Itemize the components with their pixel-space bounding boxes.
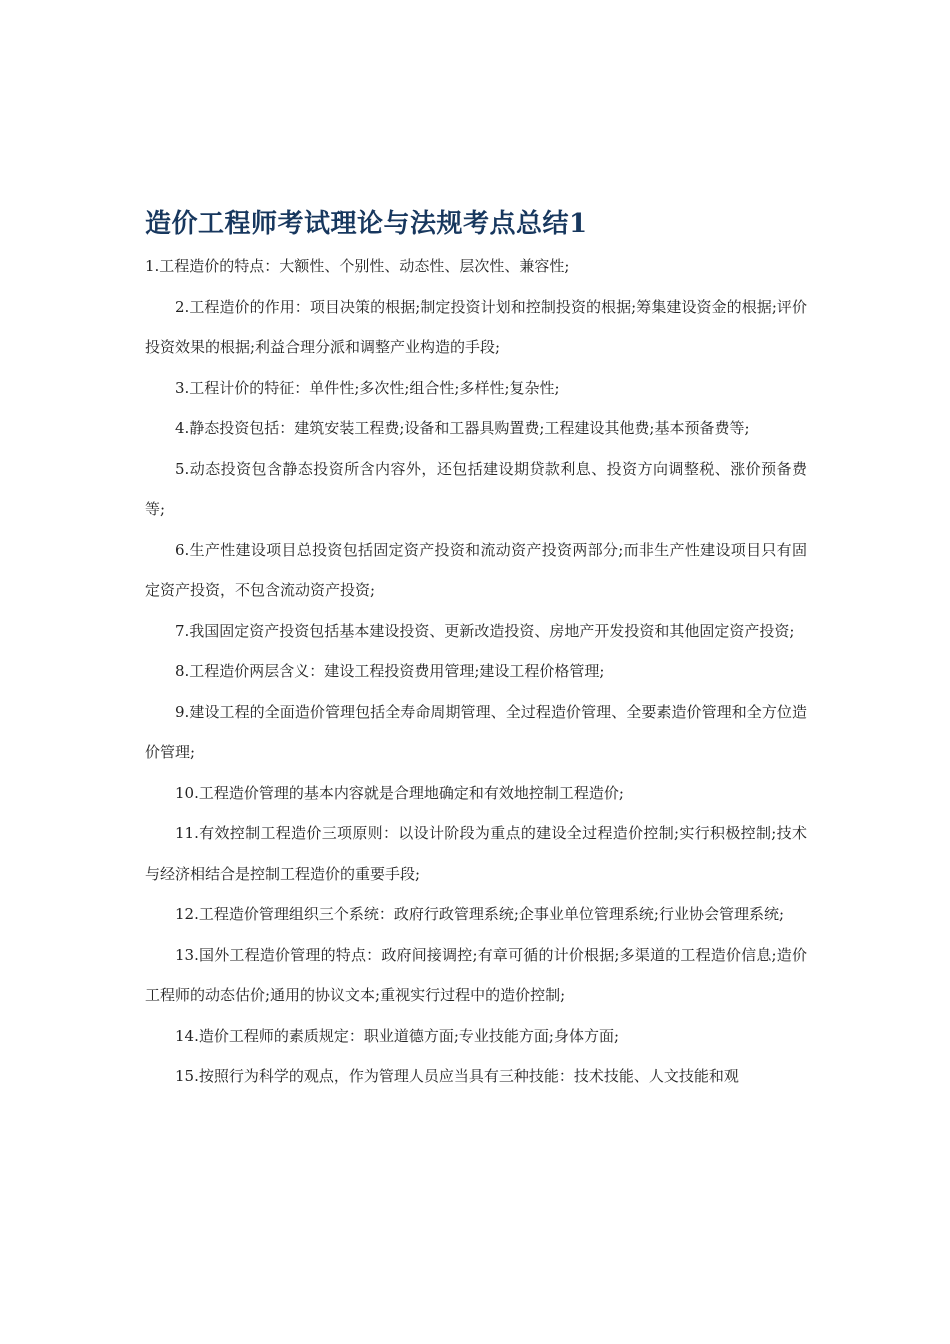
paragraph-1: 1.工程造价的特点：大额性、个别性、动态性、层次性、兼容性;: [145, 257, 570, 275]
paragraph-7: 7.我国固定资产投资包括基本建设投资、更新改造投资、房地产开发投资和其他固定资产投资;: [175, 621, 795, 640]
paragraph-13: 13.国外工程造价管理的特点：政府间接调控;有章可循的计价根据;多渠道的工程造价信息;造价工程师的动态估价;通用的协议文本;重视实行过程中的造价控制;: [145, 945, 807, 1004]
document-body: [145, 246, 807, 1097]
paragraph-10: 10.工程造价管理的基本内容就是合理地确定和有效地控制工程造价;: [175, 783, 624, 802]
paragraph-8: 8.工程造价两层含义：建设工程投资费用管理;建设工程价格管理;: [175, 662, 605, 680]
paragraph-9: 9.建设工程的全面造价管理包括全寿命周期管理、全过程造价管理、全要素造价管理和全方位造价管理;: [145, 702, 807, 761]
paragraph-3: 3.工程计价的特征：单件性;多次性;组合性;多样性;复杂性;: [175, 378, 560, 397]
paragraph-2: 2.工程造价的作用：项目决策的根据;制定投资计划和控制投资的根据;筹集建设资金的根据;评价投资效果的根据;利益合理分派和调整产业构造的手段;: [145, 297, 807, 356]
paragraph-5: 5.动态投资包含静态投资所含内容外，还包括建设期贷款利息、投资方向调整税、涨价预备费等;: [145, 459, 807, 518]
paragraph-12: 12.工程造价管理组织三个系统：政府行政管理系统;企事业单位管理系统;行业协会管理系统;: [175, 905, 785, 923]
document-title: 造价工程师考试理论与法规考点总结1: [145, 209, 588, 239]
paragraph-4: 4.静态投资包括：建筑安装工程费;设备和工器具购置费;工程建设其他费;基本预备费等;: [175, 419, 750, 437]
paragraph-15: 15.按照行为科学的观点，作为管理人员应当具有三种技能：技术技能、人文技能和观: [175, 1067, 739, 1085]
paragraph-14: 14.造价工程师的素质规定：职业道德方面;专业技能方面;身体方面;: [175, 1026, 620, 1045]
paragraph-11: 11.有效控制工程造价三项原则：以设计阶段为重点的建设全过程造价控制;实行积极控制;技术与经济相结合是控制工程造价的重要手段;: [145, 824, 807, 883]
paragraph-6: 6.生产性建设项目总投资包括固定资产投资和流动资产投资两部分;而非生产性建设项目只有固定资产投资，不包含流动资产投资;: [145, 540, 807, 599]
